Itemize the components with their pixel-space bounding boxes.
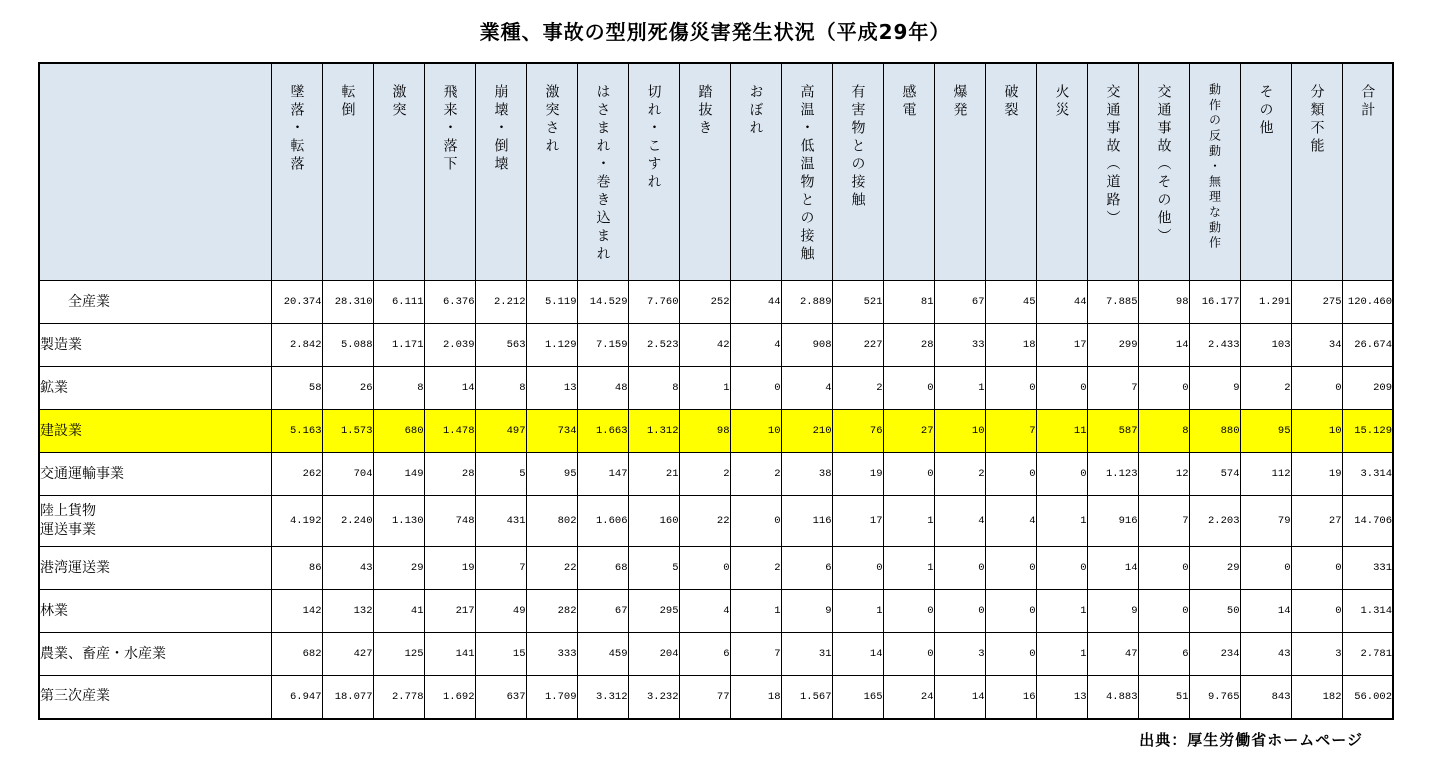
data-cell: 160 <box>628 496 679 547</box>
row-total-cell: 120.460 <box>1342 281 1393 324</box>
column-header-label: 動作の反動・無理な動作 <box>1207 83 1222 252</box>
data-cell: 8 <box>475 367 526 410</box>
data-cell: 13 <box>1036 676 1087 719</box>
data-cell: 31 <box>781 633 832 676</box>
data-cell: 0 <box>985 453 1036 496</box>
column-header-label: はさまれ・巻き込まれ <box>594 84 611 264</box>
data-cell: 81 <box>883 281 934 324</box>
data-cell: 0 <box>985 633 1036 676</box>
data-cell: 734 <box>526 410 577 453</box>
data-cell: 880 <box>1189 410 1240 453</box>
row-total-cell: 15.129 <box>1342 410 1393 453</box>
data-cell: 5.119 <box>526 281 577 324</box>
data-cell: 182 <box>1291 676 1342 719</box>
data-cell: 427 <box>322 633 373 676</box>
data-cell: 4 <box>985 496 1036 547</box>
row-label: 林業 <box>39 590 271 633</box>
row-label: 鉱業 <box>39 367 271 410</box>
column-header-label: 切れ・こすれ <box>645 84 662 192</box>
column-header-label: 感電 <box>900 84 917 120</box>
data-cell: 17 <box>1036 324 1087 367</box>
data-cell: 132 <box>322 590 373 633</box>
data-cell: 6.111 <box>373 281 424 324</box>
data-cell: 497 <box>475 410 526 453</box>
row-label: 第三次産業 <box>39 676 271 719</box>
data-cell: 295 <box>628 590 679 633</box>
column-header <box>1189 63 1240 281</box>
data-cell: 0 <box>1138 547 1189 590</box>
data-cell: 7 <box>985 410 1036 453</box>
data-cell: 16 <box>985 676 1036 719</box>
data-cell: 45 <box>985 281 1036 324</box>
data-cell: 0 <box>1240 547 1291 590</box>
data-cell: 28.310 <box>322 281 373 324</box>
column-header <box>577 63 628 281</box>
data-cell: 28 <box>883 324 934 367</box>
data-cell: 0 <box>832 547 883 590</box>
data-cell: 4.883 <box>1087 676 1138 719</box>
column-header <box>985 63 1036 281</box>
data-cell: 0 <box>883 453 934 496</box>
data-cell: 48 <box>577 367 628 410</box>
table-row <box>39 590 1393 633</box>
data-cell: 6 <box>679 633 730 676</box>
data-cell: 22 <box>526 547 577 590</box>
data-cell: 20.374 <box>271 281 322 324</box>
column-header-label: 破裂 <box>1002 84 1019 120</box>
data-cell: 2 <box>934 453 985 496</box>
data-cell: 8 <box>373 367 424 410</box>
data-cell: 0 <box>1291 590 1342 633</box>
column-header-label: 交通事故（その他） <box>1155 84 1172 246</box>
data-cell: 4.192 <box>271 496 322 547</box>
row-total-cell: 3.314 <box>1342 453 1393 496</box>
data-cell: 2.203 <box>1189 496 1240 547</box>
data-cell: 8 <box>628 367 679 410</box>
column-header-label: 分類不能 <box>1308 84 1325 156</box>
data-cell: 1.312 <box>628 410 679 453</box>
data-cell: 3.312 <box>577 676 628 719</box>
data-cell: 210 <box>781 410 832 453</box>
data-cell: 0 <box>730 496 781 547</box>
column-header <box>1036 63 1087 281</box>
data-cell: 262 <box>271 453 322 496</box>
data-cell: 103 <box>1240 324 1291 367</box>
data-cell: 9 <box>1087 590 1138 633</box>
data-cell: 19 <box>1291 453 1342 496</box>
data-cell: 79 <box>1240 496 1291 547</box>
data-cell: 333 <box>526 633 577 676</box>
table-row <box>39 453 1393 496</box>
source-note: 出典：厚生労働省ホームページ <box>1139 731 1363 749</box>
data-cell: 14 <box>1087 547 1138 590</box>
data-cell: 43 <box>322 547 373 590</box>
data-cell: 27 <box>1291 496 1342 547</box>
data-cell: 47 <box>1087 633 1138 676</box>
data-cell: 2.212 <box>475 281 526 324</box>
column-header <box>628 63 679 281</box>
column-header <box>1342 63 1393 281</box>
row-label: 交通運輸事業 <box>39 453 271 496</box>
data-cell: 11 <box>1036 410 1087 453</box>
data-cell: 6 <box>1138 633 1189 676</box>
table-row <box>39 367 1393 410</box>
data-cell: 10 <box>1291 410 1342 453</box>
data-cell: 7.760 <box>628 281 679 324</box>
data-cell: 26 <box>322 367 373 410</box>
column-header-label: 火災 <box>1053 84 1070 120</box>
data-cell: 3 <box>934 633 985 676</box>
row-label: 全産業 <box>39 281 271 324</box>
row-label: 建設業 <box>39 410 271 453</box>
column-header-label: 激突され <box>543 84 560 156</box>
data-cell: 0 <box>1036 453 1087 496</box>
data-cell: 12 <box>1138 453 1189 496</box>
table-row <box>39 324 1393 367</box>
data-cell: 2.778 <box>373 676 424 719</box>
data-cell: 299 <box>1087 324 1138 367</box>
data-cell: 0 <box>934 590 985 633</box>
column-header <box>1240 63 1291 281</box>
data-cell: 19 <box>832 453 883 496</box>
data-cell: 141 <box>424 633 475 676</box>
data-cell: 77 <box>679 676 730 719</box>
data-cell: 587 <box>1087 410 1138 453</box>
data-cell: 1.291 <box>1240 281 1291 324</box>
column-header <box>781 63 832 281</box>
data-cell: 2.433 <box>1189 324 1240 367</box>
data-cell: 0 <box>883 633 934 676</box>
data-cell: 1 <box>883 496 934 547</box>
data-cell: 0 <box>1036 367 1087 410</box>
data-cell: 165 <box>832 676 883 719</box>
data-cell: 2 <box>730 547 781 590</box>
column-header <box>271 63 322 281</box>
data-cell: 8 <box>1138 410 1189 453</box>
column-header-label: 有害物との接触 <box>849 84 866 210</box>
data-cell: 1.478 <box>424 410 475 453</box>
data-cell: 19 <box>424 547 475 590</box>
data-cell: 116 <box>781 496 832 547</box>
data-cell: 18.077 <box>322 676 373 719</box>
data-cell: 125 <box>373 633 424 676</box>
data-cell: 76 <box>832 410 883 453</box>
data-cell: 6.376 <box>424 281 475 324</box>
data-cell: 0 <box>985 590 1036 633</box>
column-header-label: 飛来・落下 <box>441 84 458 174</box>
data-cell: 98 <box>1138 281 1189 324</box>
table-row <box>39 633 1393 676</box>
data-cell: 916 <box>1087 496 1138 547</box>
data-cell: 204 <box>628 633 679 676</box>
data-cell: 4 <box>934 496 985 547</box>
column-header <box>373 63 424 281</box>
column-header <box>730 63 781 281</box>
data-cell: 67 <box>577 590 628 633</box>
column-header <box>832 63 883 281</box>
data-cell: 1 <box>730 590 781 633</box>
data-cell: 431 <box>475 496 526 547</box>
data-table <box>38 62 1394 720</box>
data-cell: 1.171 <box>373 324 424 367</box>
data-cell: 0 <box>1291 547 1342 590</box>
table-row <box>39 676 1393 719</box>
chart-title: 業種、事故の型別死傷災害発生状況（平成29年） <box>479 20 951 44</box>
data-cell: 4 <box>679 590 730 633</box>
data-cell: 802 <box>526 496 577 547</box>
data-cell: 748 <box>424 496 475 547</box>
data-cell: 1 <box>1036 590 1087 633</box>
column-header-label: 合計 <box>1359 84 1376 120</box>
data-cell: 22 <box>679 496 730 547</box>
data-cell: 0 <box>679 547 730 590</box>
row-total-cell: 26.674 <box>1342 324 1393 367</box>
data-cell: 1.663 <box>577 410 628 453</box>
data-cell: 2 <box>679 453 730 496</box>
data-cell: 14 <box>1240 590 1291 633</box>
data-cell: 0 <box>1138 367 1189 410</box>
data-cell: 10 <box>730 410 781 453</box>
data-cell: 7 <box>1138 496 1189 547</box>
data-cell: 7 <box>475 547 526 590</box>
data-cell: 5.088 <box>322 324 373 367</box>
table-row <box>39 410 1393 453</box>
data-cell: 7 <box>1087 367 1138 410</box>
data-cell: 14 <box>934 676 985 719</box>
data-cell: 98 <box>679 410 730 453</box>
column-header <box>883 63 934 281</box>
data-cell: 574 <box>1189 453 1240 496</box>
column-header <box>1087 63 1138 281</box>
data-cell: 275 <box>1291 281 1342 324</box>
data-cell: 13 <box>526 367 577 410</box>
data-cell: 2.889 <box>781 281 832 324</box>
data-cell: 7.885 <box>1087 281 1138 324</box>
data-cell: 3 <box>1291 633 1342 676</box>
data-cell: 1.573 <box>322 410 373 453</box>
data-cell: 2.523 <box>628 324 679 367</box>
column-header <box>1291 63 1342 281</box>
data-cell: 0 <box>1138 590 1189 633</box>
data-cell: 1 <box>1036 496 1087 547</box>
data-cell: 0 <box>1036 547 1087 590</box>
data-cell: 2.039 <box>424 324 475 367</box>
data-cell: 563 <box>475 324 526 367</box>
data-cell: 10 <box>934 410 985 453</box>
data-cell: 38 <box>781 453 832 496</box>
data-cell: 50 <box>1189 590 1240 633</box>
data-cell: 14.529 <box>577 281 628 324</box>
data-cell: 1 <box>1036 633 1087 676</box>
data-cell: 29 <box>1189 547 1240 590</box>
data-cell: 3.232 <box>628 676 679 719</box>
data-cell: 4 <box>781 367 832 410</box>
row-label: 製造業 <box>39 324 271 367</box>
data-cell: 16.177 <box>1189 281 1240 324</box>
data-cell: 1.123 <box>1087 453 1138 496</box>
data-cell: 1 <box>934 367 985 410</box>
column-header-label: 高温・低温物との接触 <box>798 84 815 264</box>
data-cell: 1.130 <box>373 496 424 547</box>
data-cell: 2.240 <box>322 496 373 547</box>
row-total-cell: 56.002 <box>1342 676 1393 719</box>
table-row <box>39 547 1393 590</box>
row-label: 陸上貨物 運送事業 <box>39 496 271 547</box>
data-cell: 18 <box>730 676 781 719</box>
data-cell: 21 <box>628 453 679 496</box>
column-header-label: 爆発 <box>951 84 968 120</box>
data-cell: 49 <box>475 590 526 633</box>
column-header-label: 踏抜き <box>696 84 713 138</box>
data-cell: 43 <box>1240 633 1291 676</box>
data-cell: 68 <box>577 547 628 590</box>
data-cell: 14 <box>424 367 475 410</box>
data-cell: 14 <box>1138 324 1189 367</box>
data-cell: 843 <box>1240 676 1291 719</box>
row-total-cell: 331 <box>1342 547 1393 590</box>
data-cell: 86 <box>271 547 322 590</box>
data-cell: 112 <box>1240 453 1291 496</box>
data-cell: 9 <box>1189 367 1240 410</box>
row-total-cell: 209 <box>1342 367 1393 410</box>
data-cell: 0 <box>883 367 934 410</box>
column-header-label: 交通事故（道路） <box>1104 84 1121 228</box>
data-cell: 680 <box>373 410 424 453</box>
data-cell: 682 <box>271 633 322 676</box>
data-cell: 18 <box>985 324 1036 367</box>
data-cell: 1 <box>883 547 934 590</box>
data-cell: 33 <box>934 324 985 367</box>
data-cell: 24 <box>883 676 934 719</box>
data-cell: 27 <box>883 410 934 453</box>
data-cell: 0 <box>985 367 1036 410</box>
row-total-cell: 1.314 <box>1342 590 1393 633</box>
header-corner-cell <box>39 63 271 281</box>
data-cell: 217 <box>424 590 475 633</box>
data-cell: 1.709 <box>526 676 577 719</box>
data-cell: 147 <box>577 453 628 496</box>
column-header <box>934 63 985 281</box>
data-cell: 234 <box>1189 633 1240 676</box>
data-cell: 704 <box>322 453 373 496</box>
data-cell: 9 <box>781 590 832 633</box>
data-cell: 42 <box>679 324 730 367</box>
data-cell: 908 <box>781 324 832 367</box>
table-row <box>39 496 1393 547</box>
data-cell: 44 <box>730 281 781 324</box>
column-header-label: おぼれ <box>747 84 764 138</box>
data-cell: 95 <box>1240 410 1291 453</box>
data-cell: 95 <box>526 453 577 496</box>
data-cell: 34 <box>1291 324 1342 367</box>
data-cell: 0 <box>730 367 781 410</box>
data-cell: 1.567 <box>781 676 832 719</box>
column-header <box>1138 63 1189 281</box>
data-cell: 1 <box>679 367 730 410</box>
data-cell: 15 <box>475 633 526 676</box>
data-cell: 252 <box>679 281 730 324</box>
data-cell: 2.842 <box>271 324 322 367</box>
column-header-label: 激突 <box>390 84 407 120</box>
column-header <box>322 63 373 281</box>
data-cell: 2 <box>832 367 883 410</box>
data-cell: 28 <box>424 453 475 496</box>
column-header <box>475 63 526 281</box>
data-cell: 637 <box>475 676 526 719</box>
data-cell: 14 <box>832 633 883 676</box>
data-cell: 0 <box>985 547 1036 590</box>
data-cell: 149 <box>373 453 424 496</box>
data-cell: 1 <box>832 590 883 633</box>
data-cell: 7 <box>730 633 781 676</box>
data-cell: 1.692 <box>424 676 475 719</box>
data-cell: 0 <box>883 590 934 633</box>
data-cell: 51 <box>1138 676 1189 719</box>
data-cell: 5 <box>475 453 526 496</box>
data-cell: 227 <box>832 324 883 367</box>
data-cell: 7.159 <box>577 324 628 367</box>
data-cell: 67 <box>934 281 985 324</box>
data-cell: 6.947 <box>271 676 322 719</box>
row-total-cell: 14.706 <box>1342 496 1393 547</box>
column-header <box>424 63 475 281</box>
data-cell: 5 <box>628 547 679 590</box>
data-cell: 2 <box>730 453 781 496</box>
row-total-cell: 2.781 <box>1342 633 1393 676</box>
data-cell: 521 <box>832 281 883 324</box>
row-label: 港湾運送業 <box>39 547 271 590</box>
column-header <box>679 63 730 281</box>
table-body <box>39 281 1393 719</box>
data-cell: 282 <box>526 590 577 633</box>
data-cell: 459 <box>577 633 628 676</box>
data-cell: 58 <box>271 367 322 410</box>
header-row <box>39 63 1393 281</box>
data-cell: 4 <box>730 324 781 367</box>
column-header-label: その他 <box>1257 84 1274 138</box>
data-cell: 1.129 <box>526 324 577 367</box>
data-cell: 142 <box>271 590 322 633</box>
data-cell: 17 <box>832 496 883 547</box>
data-cell: 0 <box>1291 367 1342 410</box>
data-cell: 41 <box>373 590 424 633</box>
data-cell: 29 <box>373 547 424 590</box>
column-header-label: 崩壊・倒壊 <box>492 84 509 174</box>
column-header-label: 転倒 <box>339 84 356 120</box>
data-cell: 2 <box>1240 367 1291 410</box>
total-row <box>39 281 1393 324</box>
row-label: 農業、畜産・水産業 <box>39 633 271 676</box>
column-header-label: 墜落・転落 <box>288 84 305 174</box>
data-cell: 5.163 <box>271 410 322 453</box>
data-cell: 0 <box>934 547 985 590</box>
data-cell: 9.765 <box>1189 676 1240 719</box>
data-cell: 44 <box>1036 281 1087 324</box>
column-header <box>526 63 577 281</box>
data-cell: 1.606 <box>577 496 628 547</box>
data-cell: 6 <box>781 547 832 590</box>
